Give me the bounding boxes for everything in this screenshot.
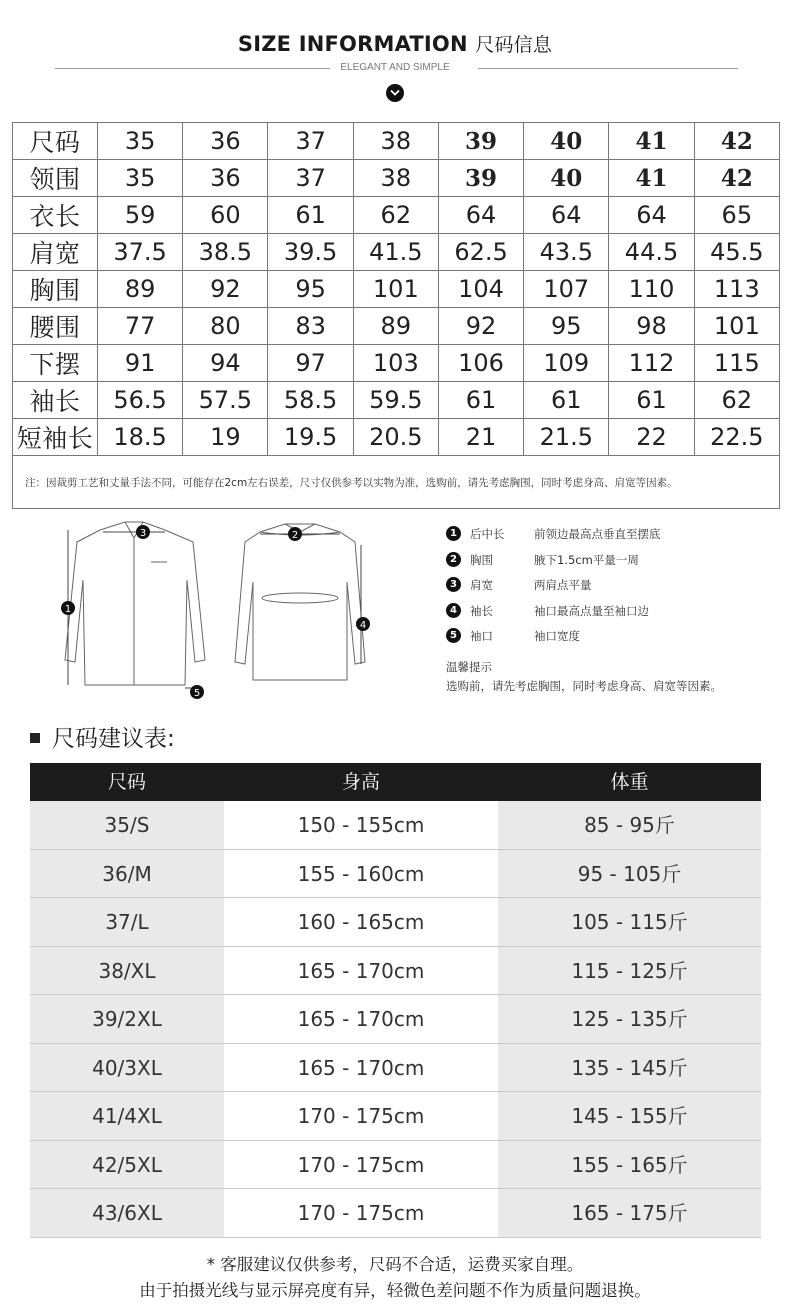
footer-line-1: * 客服建议仅供参考，尺码不合适，运费买家自理。 (206, 1255, 584, 1274)
size-row (13, 160, 780, 197)
legend-item (446, 626, 776, 652)
size-row (13, 197, 780, 234)
row-size: 37/L (30, 898, 224, 946)
size-cell: 89 (353, 308, 438, 345)
row-height: 165 - 170cm (224, 947, 498, 995)
size-cell: 115 (694, 345, 779, 382)
size-cell: 19 (183, 419, 268, 456)
size-row-label: 肩宽 (13, 234, 98, 271)
tip-title: 温馨提示 (446, 659, 492, 674)
size-cell: 62.5 (438, 234, 523, 271)
subtitle: ELEGANT AND SIMPLE (340, 62, 450, 73)
size-cell: 44.5 (609, 234, 694, 271)
size-row (13, 419, 780, 456)
size-row-label: 短袖长 (13, 419, 98, 456)
size-cell: 112 (609, 345, 694, 382)
table-row (30, 1189, 761, 1238)
size-cell: 37 (268, 160, 353, 197)
legend-name: 肩宽 (470, 578, 493, 592)
size-cell: 107 (524, 271, 609, 308)
size-cell: 39 (438, 123, 523, 160)
row-weight: 155 - 165斤 (498, 1141, 761, 1189)
legend-item (446, 524, 776, 550)
size-cell: 62 (694, 382, 779, 419)
size-cell: 64 (609, 197, 694, 234)
row-weight: 135 - 145斤 (498, 1044, 761, 1092)
size-cell: 36 (183, 123, 268, 160)
size-cell: 91 (98, 345, 183, 382)
size-cell: 38 (353, 123, 438, 160)
page-title (0, 30, 790, 57)
size-cell: 41.5 (353, 234, 438, 271)
legend-number: 4 (446, 603, 461, 618)
diagram-markers (61, 525, 370, 699)
size-row-label: 袖长 (13, 382, 98, 419)
marker-5: 5 (193, 688, 201, 699)
size-row-label: 领围 (13, 160, 98, 197)
header-size: 尺码 (107, 771, 146, 793)
size-row (13, 123, 780, 160)
page-header (0, 30, 790, 57)
size-cell: 61 (438, 382, 523, 419)
size-cell: 77 (98, 308, 183, 345)
size-cell: 37 (268, 123, 353, 160)
size-cell: 89 (98, 271, 183, 308)
size-cell: 94 (183, 345, 268, 382)
size-cell: 40 (524, 160, 609, 197)
row-weight: 165 - 175斤 (498, 1189, 761, 1237)
size-cell: 103 (353, 345, 438, 382)
recommend-table (30, 763, 761, 1238)
size-cell: 64 (438, 197, 523, 234)
legend-number: 1 (446, 526, 461, 541)
table-row (30, 947, 761, 996)
legend-number: 5 (446, 628, 461, 643)
size-cell: 97 (268, 345, 353, 382)
marker-1: 1 (64, 604, 72, 615)
size-cell: 109 (524, 345, 609, 382)
row-size: 39/2XL (30, 995, 224, 1043)
size-cell: 21.5 (524, 419, 609, 456)
size-cell: 80 (183, 308, 268, 345)
size-row (13, 382, 780, 419)
footer-note (0, 1252, 790, 1304)
size-row (13, 308, 780, 345)
subtitle-row (0, 62, 790, 76)
size-cell: 42 (694, 123, 779, 160)
size-cell: 35 (98, 160, 183, 197)
size-cell: 41 (609, 123, 694, 160)
size-cell: 95 (524, 308, 609, 345)
size-row (13, 234, 780, 271)
size-cell: 38 (353, 160, 438, 197)
size-cell: 37.5 (98, 234, 183, 271)
row-weight: 125 - 135斤 (498, 995, 761, 1043)
size-cell: 58.5 (268, 382, 353, 419)
size-cell: 57.5 (183, 382, 268, 419)
size-cell: 92 (438, 308, 523, 345)
divider-right (478, 68, 738, 69)
size-row-label: 下摆 (13, 345, 98, 382)
legend-number: 2 (446, 552, 461, 567)
legend-item (446, 601, 776, 627)
shirt-measurement-diagram (55, 520, 385, 705)
size-cell: 59 (98, 197, 183, 234)
size-cell: 59.5 (353, 382, 438, 419)
table-row (30, 1141, 761, 1190)
row-size: 42/5XL (30, 1141, 224, 1189)
size-row (13, 345, 780, 382)
row-weight: 85 - 95斤 (498, 801, 761, 849)
row-size: 35/S (30, 801, 224, 849)
row-weight: 105 - 115斤 (498, 898, 761, 946)
marker-3: 3 (139, 528, 147, 539)
legend-name: 袖长 (470, 603, 493, 618)
row-height: 170 - 175cm (224, 1189, 498, 1237)
row-weight: 145 - 155斤 (498, 1092, 761, 1140)
title-en: SIZE INFORMATION (237, 32, 468, 56)
row-size: 40/3XL (30, 1044, 224, 1092)
size-cell: 61 (268, 197, 353, 234)
recommend-table-header (30, 763, 761, 801)
size-row-label: 尺码 (13, 123, 98, 160)
legend-name: 后中长 (470, 527, 505, 541)
measurement-legend (446, 524, 776, 696)
size-cell: 36 (183, 160, 268, 197)
table-row (30, 1044, 761, 1093)
size-cell: 41 (609, 160, 694, 197)
header-height: 身高 (341, 771, 380, 793)
marker-2: 2 (291, 530, 299, 541)
size-cell: 101 (694, 308, 779, 345)
legend-item (446, 575, 776, 601)
size-row-label: 胸围 (13, 271, 98, 308)
size-cell: 42 (694, 160, 779, 197)
legend-desc: 两肩点平量 (534, 578, 592, 592)
size-cell: 110 (609, 271, 694, 308)
size-table (12, 122, 780, 509)
row-height: 150 - 155cm (224, 801, 498, 849)
size-cell: 104 (438, 271, 523, 308)
size-cell: 101 (353, 271, 438, 308)
row-height: 155 - 160cm (224, 850, 498, 898)
size-cell: 61 (524, 382, 609, 419)
legend-name: 袖口 (470, 629, 493, 643)
recommend-heading-text: 尺码建议表: (52, 726, 175, 752)
size-cell: 19.5 (268, 419, 353, 456)
chevron-down-icon (386, 84, 404, 102)
size-cell: 22 (609, 419, 694, 456)
row-height: 165 - 170cm (224, 995, 498, 1043)
legend-number: 3 (446, 577, 461, 592)
size-cell: 21 (438, 419, 523, 456)
header-weight: 体重 (610, 771, 649, 793)
title-cn: 尺码信息 (475, 34, 553, 56)
size-cell: 83 (268, 308, 353, 345)
row-height: 165 - 170cm (224, 1044, 498, 1092)
legend-name: 胸围 (470, 552, 493, 567)
size-cell: 18.5 (98, 419, 183, 456)
size-cell: 62 (353, 197, 438, 234)
size-cell: 64 (524, 197, 609, 234)
size-cell: 95 (268, 271, 353, 308)
size-cell: 20.5 (353, 419, 438, 456)
tip-text: 选购前，请先考虑胸围，同时考虑身高、肩宽等因素。 (446, 678, 722, 693)
size-cell: 22.5 (694, 419, 779, 456)
size-row (13, 271, 780, 308)
row-weight: 95 - 105斤 (498, 850, 761, 898)
table-row (30, 898, 761, 947)
size-row-label: 腰围 (13, 308, 98, 345)
row-height: 170 - 175cm (224, 1092, 498, 1140)
size-cell: 35 (98, 123, 183, 160)
table-row (30, 1092, 761, 1141)
legend-desc: 袖口最高点量至袖口边 (534, 603, 649, 618)
square-bullet-icon (30, 733, 40, 743)
row-size: 36/M (30, 850, 224, 898)
row-size: 41/4XL (30, 1092, 224, 1140)
recommend-heading (30, 720, 175, 753)
tip (446, 658, 776, 696)
size-cell: 60 (183, 197, 268, 234)
table-row (30, 850, 761, 899)
size-cell: 106 (438, 345, 523, 382)
size-cell: 56.5 (98, 382, 183, 419)
table-row (30, 801, 761, 850)
table-row (30, 995, 761, 1044)
footer-line-2: 由于拍摄光线与显示屏亮度有异，轻微色差问题不作为质量问题退换。 (139, 1281, 651, 1300)
size-cell: 61 (609, 382, 694, 419)
size-row-label: 衣长 (13, 197, 98, 234)
size-cell: 92 (183, 271, 268, 308)
row-height: 170 - 175cm (224, 1141, 498, 1189)
size-cell: 113 (694, 271, 779, 308)
row-weight: 115 - 125斤 (498, 947, 761, 995)
size-cell: 43.5 (524, 234, 609, 271)
marker-4: 4 (359, 620, 367, 631)
legend-desc: 袖口宽度 (534, 629, 580, 643)
size-note: 注：因裁剪工艺和丈量手法不同，可能存在2cm左右误差，尺寸仅供参考以实物为准，选购前，请先考虑胸围，同时考虑身高、肩宽等因素。 (13, 456, 780, 509)
size-cell: 40 (524, 123, 609, 160)
legend-desc: 腋下1.5cm平量一周 (534, 552, 639, 567)
size-cell: 45.5 (694, 234, 779, 271)
size-cell: 98 (609, 308, 694, 345)
legend-item (446, 550, 776, 576)
size-cell: 39 (438, 160, 523, 197)
size-cell: 38.5 (183, 234, 268, 271)
size-cell: 39.5 (268, 234, 353, 271)
row-size: 43/6XL (30, 1189, 224, 1237)
size-cell: 65 (694, 197, 779, 234)
legend-desc: 前领边最高点垂直至摆底 (534, 527, 661, 541)
row-height: 160 - 165cm (224, 898, 498, 946)
row-size: 38/XL (30, 947, 224, 995)
